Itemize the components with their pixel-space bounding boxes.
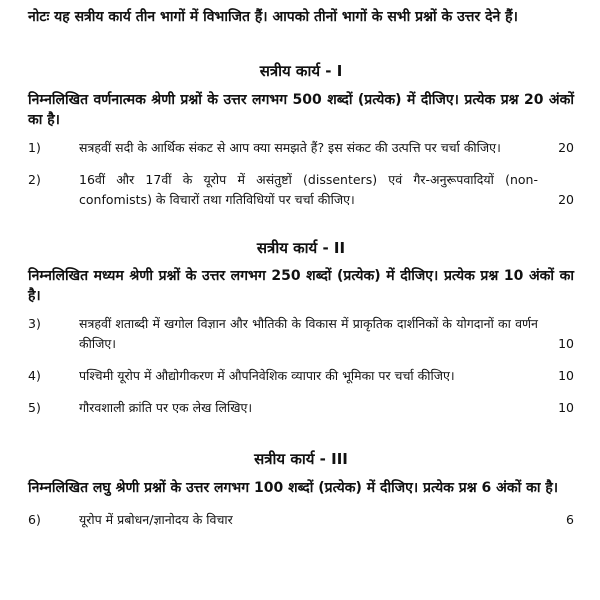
question-text: यूरोप में प्रबोधन/ज्ञानोदय के विचार bbox=[79, 512, 233, 527]
question-item bbox=[28, 398, 574, 418]
question-number: 2) bbox=[28, 172, 41, 187]
question-number: 3) bbox=[28, 316, 41, 331]
question-number: 1) bbox=[28, 140, 41, 155]
question-text: 16वीं और 17वीं के यूरोप में असंतुष्टों (dissenters) एवं गैर-अनुरूपवादियों (non-confomists) के विचारों तथा गतिविधियों पर चर्चा कीजिए। bbox=[79, 172, 538, 207]
question-text: पश्चिमी यूरोप में औद्योगीकरण में औपनिवेशिक व्यापार की भूमिका पर चर्चा कीजिए। bbox=[79, 368, 455, 383]
section-instruction-1: निम्नलिखित वर्णनात्मक श्रेणी प्रश्नों के उत्तर लगभग 500 शब्दों (प्रत्येक) में दीजिए। प्रत्येक प्रश्न 20 अंकों का है। bbox=[28, 92, 574, 128]
question-number: 6) bbox=[28, 512, 41, 527]
question-marks: 10 bbox=[558, 336, 574, 351]
question-marks: 10 bbox=[558, 400, 574, 415]
question-item bbox=[28, 138, 574, 158]
assignment-note: नोटः यह सत्रीय कार्य तीन भागों में विभाजित हैं। आपको तीनों भागों के सभी प्रश्नों के उत्तर देने हैं। bbox=[28, 9, 518, 25]
question-marks: 10 bbox=[558, 368, 574, 383]
section-title-3: सत्रीय कार्य - III bbox=[254, 450, 348, 468]
question-item bbox=[28, 366, 574, 386]
section-instruction-2: निम्नलिखित मध्यम श्रेणी प्रश्नों के उत्तर लगभग 250 शब्दों (प्रत्येक) में दीजिए। प्रत्येक प्रश्न 10 अंकों का है। bbox=[28, 268, 574, 304]
question-number: 5) bbox=[28, 400, 41, 415]
question-marks: 20 bbox=[558, 140, 574, 155]
assignment-page bbox=[28, 6, 574, 530]
question-text: सत्रहवीं सदी के आर्थिक संकट से आप क्या समझते हैं? इस संकट की उत्पत्ति पर चर्चा कीजिए। bbox=[79, 140, 501, 155]
question-marks: 6 bbox=[566, 512, 574, 527]
question-item bbox=[28, 170, 574, 210]
section-instruction-3: निम्नलिखित लघु श्रेणी प्रश्नों के उत्तर लगभग 100 शब्दों (प्रत्येक) में दीजिए। प्रत्येक प्रश्न 6 अंकों का है। bbox=[28, 480, 559, 496]
question-item bbox=[28, 314, 574, 354]
question-text: सत्रहवीं शताब्दी में खगोल विज्ञान और भौतिकी के विकास में प्राकृतिक दार्शनिकों के योगदानों का वर्णन कीजिए। bbox=[79, 316, 538, 351]
question-number: 4) bbox=[28, 368, 41, 383]
question-item bbox=[28, 510, 574, 530]
question-marks: 20 bbox=[558, 192, 574, 207]
section-title-2: सत्रीय कार्य - II bbox=[256, 239, 346, 257]
section-title-1: सत्रीय कार्य - I bbox=[259, 62, 343, 80]
question-text: गौरवशाली क्रांति पर एक लेख लिखिए। bbox=[79, 400, 253, 415]
